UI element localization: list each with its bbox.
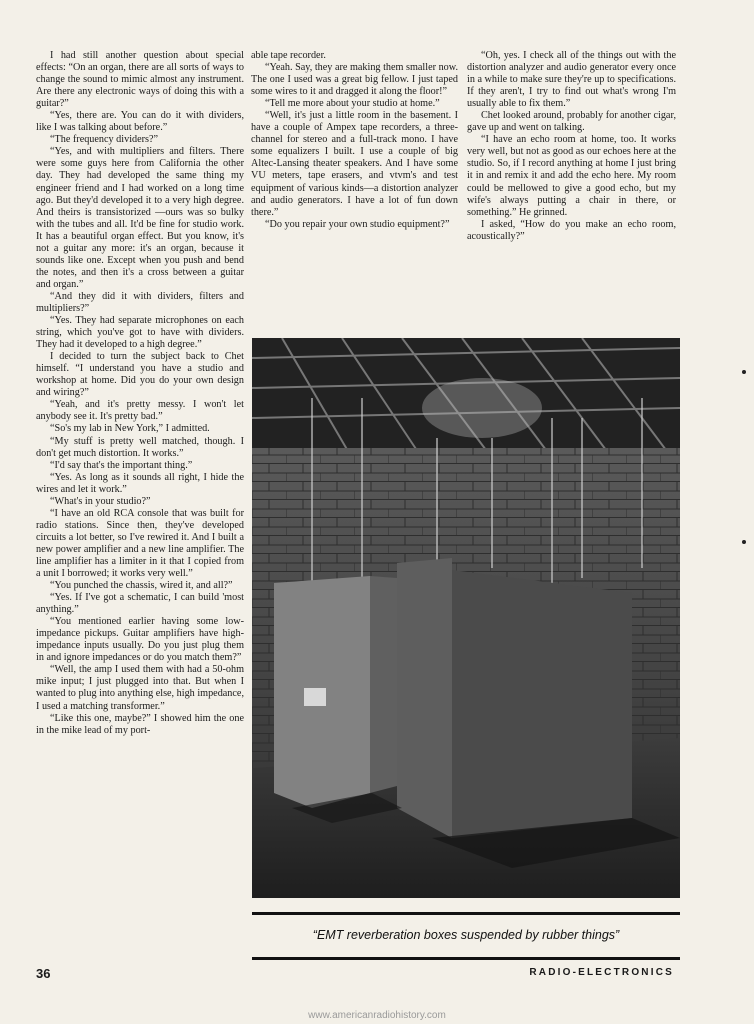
caption-rule-top — [252, 912, 680, 915]
margin-mark — [742, 370, 746, 374]
text-column-2 — [251, 50, 458, 231]
caption-rule-bottom — [252, 957, 680, 960]
paragraph: “You punched the chassis, wired it, and all?” — [50, 580, 233, 592]
reverberation-room-photo — [252, 338, 680, 898]
paragraph: able tape recorder. — [251, 50, 326, 61]
paragraph: “So's my lab in New York,” I admitted. — [50, 423, 210, 435]
paragraph: “Yes. As long as it sounds all right, I hide the wires and let it work.” — [36, 471, 244, 495]
paragraph: “My stuff is pretty well matched, though. I don't get much distortion. It works.” — [36, 435, 244, 459]
paragraph: “The frequency dividers?” — [50, 134, 159, 146]
photo-illustration — [252, 338, 680, 898]
paragraph: I decided to turn the subject back to Chet himself. “I understand you have a studio and workshop at home. Did you do your own design and wiring?” — [36, 351, 244, 399]
paragraph: “Tell me more about your studio at home.” — [265, 98, 440, 110]
paragraph: “I have an echo room at home, too. It works very well, but not as good as our echoes here at the studio. So, if I record anything at home I just bring it in and remix it and add the echo here. My room could be mellowed to give a good echo, but my wife's always putting a chair in there, or something.” He grinned. — [467, 134, 676, 218]
paragraph: I had still another question about special effects: “On an organ, there are all sorts of ways to change the sound to mimic almost any instrument. Are there any electronic ways of doing this with a guitar?” — [36, 50, 244, 110]
page-number: 36 — [36, 966, 51, 981]
magazine-name: RADIO-ELECTRONICS — [529, 967, 674, 978]
paragraph: “Yes, there are. You can do it with dividers, like I was talking about before.” — [36, 110, 244, 134]
margin-mark — [742, 540, 746, 544]
paragraph: “Yes. They had separate microphones on each string, which you've got to have with dividers. They had it developed to a high degree.” — [36, 315, 244, 351]
text-column-3 — [467, 50, 676, 243]
paragraph: “Like this one, maybe?” I showed him the one in the mike lead of my port- — [36, 712, 244, 736]
photo-caption: “EMT reverberation boxes suspended by rubber things” — [312, 928, 620, 942]
paragraph: “You mentioned earlier having some low-impedance pickups. Guitar amplifiers have high-impedance inputs usually. Do you just plug them in and ignore impedances or do you match them?” — [36, 616, 244, 664]
paragraph: “Well, the amp I used them with had a 50-ohm mike input; I just plugged into that. But when I wanted to plug into anything else, high impedance, I used a matching transformer.” — [36, 664, 244, 712]
paragraph: “I'd say that's the important thing.” — [50, 459, 193, 471]
paragraph: “What's in your studio?” — [50, 495, 151, 507]
paragraph: Chet looked around, probably for another cigar, gave up and went on talking. — [467, 110, 676, 134]
paragraph: “And they did it with dividers, filters and multipliers?” — [36, 290, 244, 314]
paragraph: “Yes, and with multipliers and filters. There were some guys here from California the other day. They had developed the same thing my engineer friend and I had worked on a long time ago. But they'd developed it to a very high degree. And theirs is transistorized —ours was so bulky with the tubes and all. It'd be fine for studio work. It has a beautiful organ effect. But you know, it's not a guitar any more: it's an organ, because it sounds like one. Except when you push and bend the notes, and then it's a cross between a guitar and organ.” — [36, 146, 244, 290]
source-watermark: www.americanradiohistory.com — [308, 1010, 446, 1021]
text-column-1 — [36, 50, 244, 737]
paragraph: “I have an old RCA console that was built for radio stations. Since then, they've developed circuits a lot better, so I've rewired it. And I built a new power amplifier and a new line amplifier. The line amplifier has a limiter in it that I copied from a unit I borrowed; it works very well.” — [36, 507, 244, 580]
paragraph: “Yeah, and it's pretty messy. I won't let anybody see it. It's pretty bad.” — [36, 399, 244, 423]
paragraph: “Yeah. Say, they are making them smaller now. The one I used was a great big fellow. I just taped some wires to it and dragged it along the floor!” — [251, 62, 458, 98]
paragraph: “Oh, yes. I check all of the things out with the distortion analyzer and audio generator every once in a while to make sure they're up to specifications. If they aren't, I try to find out what's wrong I'm usually able to fix them.” — [467, 50, 676, 110]
paragraph: “Well, it's just a little room in the basement. I have a couple of Ampex tape recorders, a three-channel for stereo and a full-track mono. I have some equalizers I built. I use a couple of big Altec-Lansing theater speakers. And I have some VU meters, tape erasers, and vtvm's and test equipment of various kinds—a distortion analyzer and audio generators. I have a lot of fun down there.” — [251, 110, 458, 218]
paragraph: “Do you repair your own studio equipment?” — [265, 218, 450, 230]
paragraph: I asked, “How do you make an echo room, acoustically?” — [467, 218, 676, 242]
paragraph: “Yes. If I've got a schematic, I can build 'most anything.” — [36, 592, 244, 616]
